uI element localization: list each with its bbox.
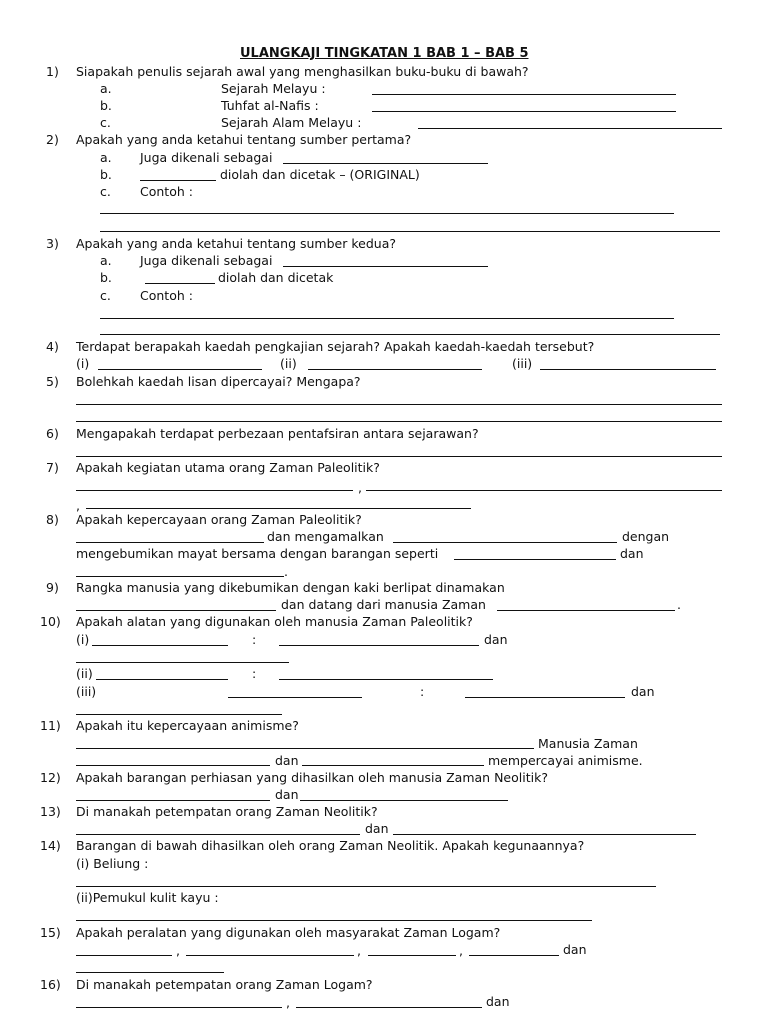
answer-line[interactable] — [76, 576, 284, 577]
question-text: Rangka manusia yang dikebumikan dengan kaki berlipat dinamakan — [76, 580, 505, 595]
answer-line[interactable] — [283, 163, 488, 164]
answer-line[interactable] — [76, 404, 722, 405]
answer-line[interactable] — [76, 800, 270, 801]
separator: : — [252, 632, 257, 647]
question-text: Mengapakah terdapat perbezaan pentafsiran antara sejarawan? — [76, 426, 479, 441]
question-text: Apakah kepercayaan orang Zaman Paleolitik? — [76, 512, 362, 527]
answer-line[interactable] — [454, 559, 616, 560]
answer-line[interactable] — [76, 456, 722, 457]
option-text: Contoh : — [140, 288, 193, 303]
option-label: a. — [100, 150, 112, 165]
separator: , — [176, 943, 180, 958]
answer-line[interactable] — [186, 955, 354, 956]
answer-line[interactable] — [76, 834, 360, 835]
connector-text: dan — [365, 821, 389, 836]
option-text: diolah dan dicetak – (ORIGINAL) — [220, 167, 420, 182]
answer-line[interactable] — [76, 955, 172, 956]
question-number: 13) — [40, 804, 61, 819]
answer-line[interactable] — [76, 886, 656, 887]
connector-text: dan — [631, 684, 655, 699]
question-text: Apakah yang anda ketahui tentang sumber kedua? — [76, 236, 396, 251]
answer-line[interactable] — [76, 1007, 282, 1008]
question-number: 8) — [46, 512, 59, 527]
answer-line[interactable] — [283, 266, 488, 267]
answer-line[interactable] — [76, 662, 289, 663]
question-text: mengebumikan mayat bersama dengan barangan seperti — [76, 546, 439, 561]
separator: . — [677, 597, 681, 612]
option-label: c. — [100, 288, 111, 303]
option-label: b. — [100, 98, 112, 113]
answer-line[interactable] — [100, 334, 720, 335]
connector-text: dan — [486, 994, 510, 1009]
option-label: c. — [100, 115, 111, 130]
separator: , — [286, 995, 290, 1010]
question-number: 15) — [40, 925, 61, 940]
answer-line[interactable] — [465, 697, 625, 698]
question-text: Apakah barangan perhiasan yang dihasilkan oleh manusia Zaman Neolitik? — [76, 770, 548, 785]
connector-text: dan — [563, 942, 587, 957]
question-text: Barangan di bawah dihasilkan oleh orang Zaman Neolitik. Apakah kegunaannya? — [76, 838, 585, 853]
answer-line[interactable] — [497, 610, 675, 611]
option-label: (i) Beliung : — [76, 856, 149, 871]
answer-line[interactable] — [296, 1007, 482, 1008]
answer-line[interactable] — [228, 697, 362, 698]
answer-line[interactable] — [302, 765, 484, 766]
answer-line[interactable] — [96, 679, 228, 680]
answer-line[interactable] — [76, 920, 592, 921]
answer-line[interactable] — [418, 128, 722, 129]
answer-line[interactable] — [76, 714, 282, 715]
answer-line[interactable] — [76, 542, 264, 543]
option-text: Juga dikenali sebagai — [140, 150, 273, 165]
question-number: 7) — [46, 460, 59, 475]
answer-line[interactable] — [393, 542, 617, 543]
option-text: Contoh : — [140, 184, 193, 199]
answer-line[interactable] — [76, 748, 534, 749]
separator: . — [284, 564, 288, 579]
option-label: (ii) — [76, 666, 93, 681]
separator: , — [357, 943, 361, 958]
answer-line[interactable] — [279, 645, 479, 646]
separator: , — [358, 480, 362, 495]
connector-text: dengan — [622, 529, 670, 544]
option-label: b. — [100, 270, 112, 285]
option-label: (ii)Pemukul kulit kayu : — [76, 890, 219, 905]
answer-line[interactable] — [92, 645, 228, 646]
question-text: Bolehkah kaedah lisan dipercayai? Mengapa? — [76, 374, 361, 389]
answer-line[interactable] — [76, 421, 722, 422]
question-number: 16) — [40, 977, 61, 992]
answer-line[interactable] — [140, 180, 216, 181]
answer-line[interactable] — [76, 610, 276, 611]
option-label: c. — [100, 184, 111, 199]
option-label: (i) — [76, 632, 90, 647]
separator: : — [252, 666, 257, 681]
option-text: Tuhfat al-Nafis : — [221, 98, 319, 113]
option-label: (iii) — [512, 356, 533, 371]
question-text: Siapakah penulis sejarah awal yang menghasilkan buku-buku di bawah? — [76, 64, 529, 79]
connector-text: dan mengamalkan — [267, 529, 384, 544]
answer-line[interactable] — [469, 955, 559, 956]
answer-line[interactable] — [279, 679, 493, 680]
connector-text: dan — [484, 632, 508, 647]
option-text: Sejarah Melayu : — [221, 81, 326, 96]
question-number: 12) — [40, 770, 61, 785]
separator: : — [420, 684, 425, 699]
connector-text: mempercayai animisme. — [488, 753, 643, 768]
answer-line[interactable] — [308, 369, 482, 370]
answer-line[interactable] — [98, 369, 262, 370]
connector-text: Manusia Zaman — [538, 736, 638, 751]
question-text: Di manakah petempatan orang Zaman Logam? — [76, 977, 373, 992]
question-number: 1) — [46, 64, 59, 79]
question-text: Apakah peralatan yang digunakan oleh masyarakat Zaman Logam? — [76, 925, 501, 940]
answer-line[interactable] — [100, 231, 720, 232]
separator: , — [76, 498, 80, 513]
answer-line[interactable] — [300, 800, 508, 801]
question-number: 6) — [46, 426, 59, 441]
option-text: diolah dan dicetak — [218, 270, 334, 285]
question-text: Apakah yang anda ketahui tentang sumber pertama? — [76, 132, 412, 147]
question-text: Apakah kegiatan utama orang Zaman Paleolitik? — [76, 460, 380, 475]
connector-text: dan — [275, 787, 299, 802]
connector-text: dan — [275, 753, 299, 768]
answer-line[interactable] — [76, 972, 224, 973]
answer-line[interactable] — [372, 111, 676, 112]
question-number: 9) — [46, 580, 59, 595]
question-number: 5) — [46, 374, 59, 389]
option-label: (ii) — [280, 356, 297, 371]
answer-line[interactable] — [366, 490, 722, 491]
question-number: 2) — [46, 132, 59, 147]
option-text: Juga dikenali sebagai — [140, 253, 273, 268]
answer-line[interactable] — [145, 283, 215, 284]
question-number: 4) — [46, 339, 59, 354]
question-number: 10) — [40, 614, 61, 629]
answer-line[interactable] — [76, 490, 353, 491]
option-label: (iii) — [76, 684, 97, 699]
answer-line[interactable] — [100, 213, 674, 214]
separator: , — [459, 943, 463, 958]
question-number: 14) — [40, 838, 61, 853]
answer-line[interactable] — [76, 765, 270, 766]
question-text: Apakah alatan yang digunakan oleh manusia Zaman Paleolitik? — [76, 614, 473, 629]
option-label: a. — [100, 253, 112, 268]
option-label: a. — [100, 81, 112, 96]
page-title: ULANGKAJI TINGKATAN 1 BAB 1 – BAB 5 — [240, 46, 529, 61]
option-label: (i) — [76, 356, 90, 371]
answer-line[interactable] — [540, 369, 716, 370]
question-text: Di manakah petempatan orang Zaman Neolitik? — [76, 804, 378, 819]
question-text: Terdapat berapakah kaedah pengkajian sejarah? Apakah kaedah-kaedah tersebut? — [76, 339, 595, 354]
answer-line[interactable] — [368, 955, 456, 956]
connector-text: dan datang dari manusia Zaman — [281, 597, 486, 612]
connector-text: dan — [620, 546, 644, 561]
answer-line[interactable] — [393, 834, 696, 835]
option-label: b. — [100, 167, 112, 182]
answer-line[interactable] — [86, 508, 471, 509]
question-number: 3) — [46, 236, 59, 251]
question-number: 11) — [40, 718, 61, 733]
question-text: Apakah itu kepercayaan animisme? — [76, 718, 299, 733]
option-text: Sejarah Alam Melayu : — [221, 115, 362, 130]
answer-line[interactable] — [100, 318, 674, 319]
answer-line[interactable] — [372, 94, 676, 95]
